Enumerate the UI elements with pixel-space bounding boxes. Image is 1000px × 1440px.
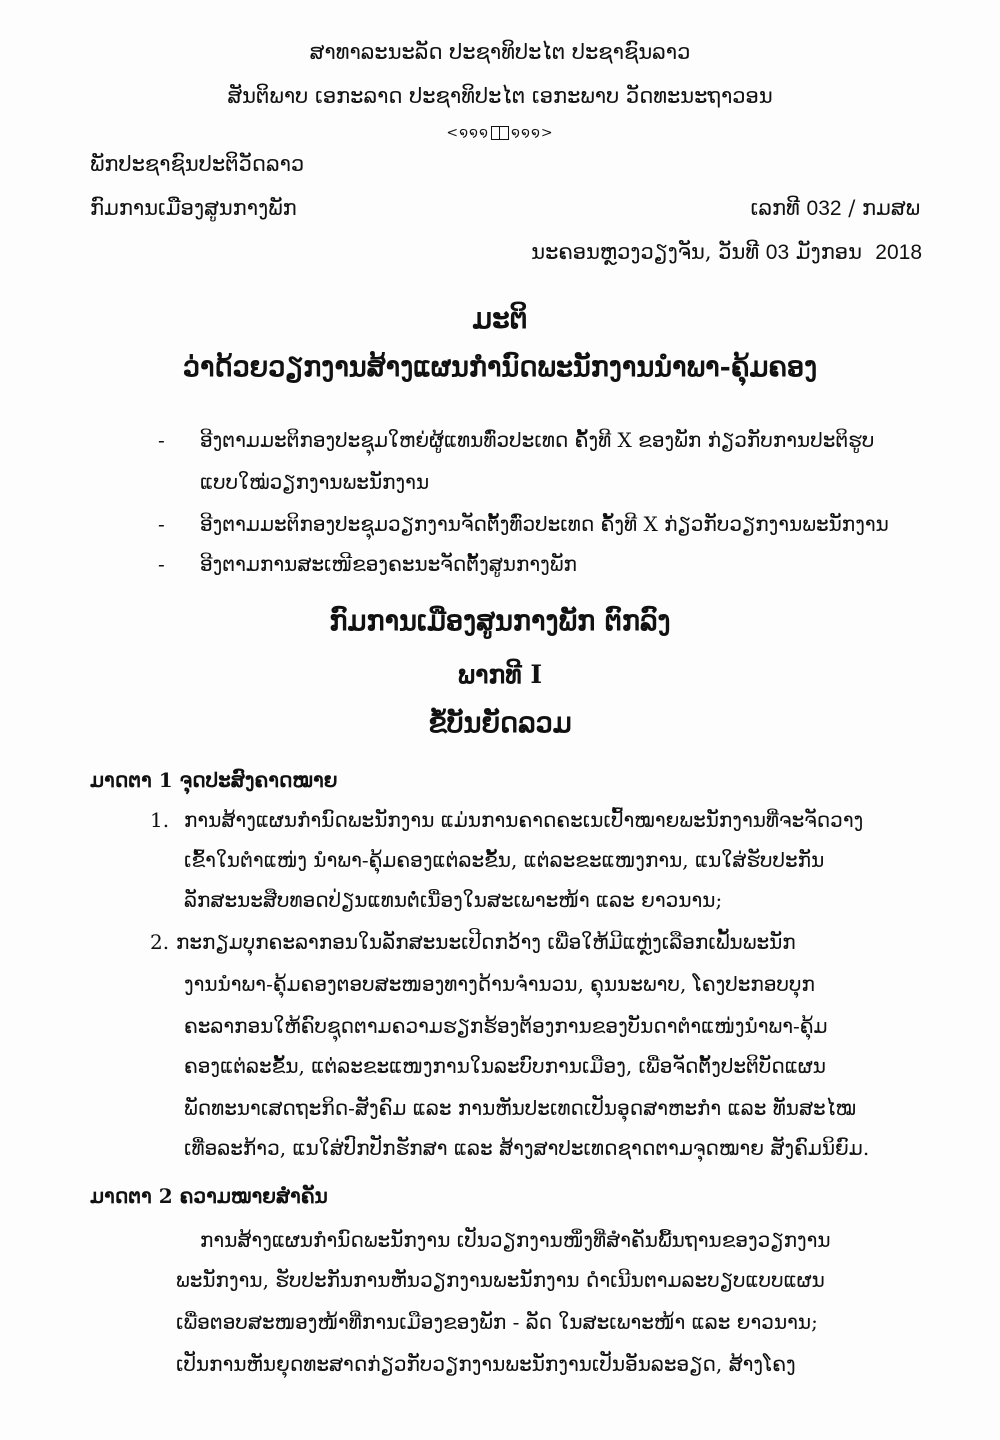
article-line: ເປັນການຫັນຍຸດທະສາດກ່ຽວກັບວຽກງານພະນັກງານເປັນອັນລະອຽດ, ສ້າງໂຄງ xyxy=(176,1352,796,1376)
reference-line: ອີງຕາມມະຕິກອງປະຊຸມວຽກງານຈັດຕັ້ງທົ່ວປະເທດ ຄັ້ງທີ X ກ່ຽວກັບວຽກງານພະນັກງານ xyxy=(200,512,889,536)
reference-bullet: - xyxy=(158,552,165,576)
item-line: ການສ້າງແຜນກຳນົດພະນັກງານ ແມ່ນການຄາດຄະເນເປົ້າໝາຍພະນັກງານທີ່ຈະຈັດວາງ xyxy=(184,808,864,832)
book-icon xyxy=(491,126,509,140)
date-day: 03 xyxy=(765,241,790,264)
decision-heading: ກົມການເມືອງສູນກາງພັກ ຕົກລົງ xyxy=(329,606,671,637)
document-subtitle: ວ່າດ້ວຍວຽກງານສ້າງແຜນກຳນົດພະນັກງານນຳພາ-ຄຸ້ມຄອງ xyxy=(182,352,818,383)
reference-bullet: - xyxy=(158,512,165,536)
emblem-left: <໑໑໑ xyxy=(446,125,489,141)
item-number: 2. xyxy=(150,930,170,954)
document-date xyxy=(531,240,922,265)
date-year: 2018 xyxy=(875,241,922,264)
item-line: ຄອງແຕ່ລະຂັ້ນ, ແຕ່ລະຂະແໜງການໃນລະບົບການເມືອງ, ເພື່ອຈັດຕັ້ງປະຕິບັດແຜນ xyxy=(184,1054,826,1078)
date-month: ມັງກອນ xyxy=(795,240,862,264)
emblem-right: ໑໑໑> xyxy=(511,125,554,141)
article-heading: ມາດຕາ 2 ຄວາມໝາຍສຳຄັນ xyxy=(90,1184,328,1208)
date-place: ນະຄອນຫຼວງວຽງຈັນ, ວັນທີ xyxy=(531,240,760,264)
article-line: ການສ້າງແຜນກຳນົດພະນັກງານ ເປັນວຽກງານໜຶ່ງທີ່ສຳຄັນພື້ນຖານຂອງວຽກງານ xyxy=(200,1228,831,1252)
article-heading: ມາດຕາ 1 ຈຸດປະສົງຄາດໝາຍ xyxy=(90,768,338,792)
reference-bullet: - xyxy=(158,428,165,452)
item-number: 1. xyxy=(150,808,170,832)
part-heading: ພາກທີ I xyxy=(457,660,543,689)
item-line: ເຂົ້າໃນຕຳແໜ່ງ ນຳພາ-ຄຸ້ມຄອງແຕ່ລະຂັ້ນ, ແຕ່ລະຂະແໜງການ, ແນໃສ່ຮັບປະກັນ xyxy=(184,848,825,872)
item-line: ງານນຳພາ-ຄຸ້ມຄອງຕອບສະໜອງທາງດ້ານຈຳນວນ, ຄຸນນະພາບ, ໂຄງປະກອບບຸກ xyxy=(184,972,815,996)
reference-suffix: / ກມສພ xyxy=(848,196,920,220)
issuer-party: ພັກປະຊາຊົນປະຕິວັດລາວ xyxy=(90,152,305,176)
document-title: ມະຕິ xyxy=(472,302,528,335)
reference-line: ແບບໃໝ່ວຽກງານພະນັກງານ xyxy=(200,470,430,494)
reference-value: 032 xyxy=(806,197,842,220)
reference-label: ເລກທີ xyxy=(750,196,800,220)
reference-line: ອີງຕາມມະຕິກອງປະຊຸມໃຫຍ່ຜູ້ແທນທົ່ວປະເທດ ຄັ້ງທີ X ຂອງພັກ ກ່ຽວກັບການປະຕິຮູບ xyxy=(200,428,875,452)
reference-line: ອີງຕາມການສະເໜີຂອງຄະນະຈັດຕັ້ງສູນກາງພັກ xyxy=(200,552,577,576)
republic-heading: ສາທາລະນະລັດ ປະຊາທິປະໄຕ ປະຊາຊົນລາວ xyxy=(309,40,691,64)
article-line: ເພື່ອຕອບສະໜອງໜ້າທີ່ການເມືອງຂອງພັກ - ລັດ ໃນສະເພາະໜ້າ ແລະ ຍາວນານ; xyxy=(176,1310,818,1334)
emblem-ornament xyxy=(0,122,1000,141)
item-line: ລັກສະນະສືບທອດປ່ຽນແທນຕໍ່ເນື່ອງໃນສະເພາະໜ້າ ແລະ ຍາວນານ; xyxy=(184,888,723,912)
issuer-committee: ກົມການເມືອງສູນກາງພັກ xyxy=(90,196,297,220)
item-line: ເທື່ອລະກ້າວ, ແນໃສ່ປົກປັກຮັກສາ ແລະ ສ້າງສາປະເທດຊາດຕາມຈຸດໝາຍ ສັງຄົມນິຍົມ. xyxy=(184,1136,870,1160)
item-line: ພັດທະນາເສດຖະກິດ-ສັງຄົມ ແລະ ການຫັນປະເທດເປັນອຸດສາຫະກຳ ແລະ ທັນສະໄໝ xyxy=(184,1096,857,1120)
section-heading: ຂໍ້ບັນຍັດລວມ xyxy=(428,708,572,739)
item-line: ກະກຽມບຸກຄະລາກອນໃນລັກສະນະເປີດກວ້າງ ເພື່ອໃຫ້ມີແຫຼ່ງເລືອກເຟັ້ນພະນັກ xyxy=(176,930,796,954)
national-motto: ສັນຕິພາບ ເອກະລາດ ປະຊາທິປະໄຕ ເອກະພາບ ວັດທະນະຖາວອນ xyxy=(227,84,773,108)
item-line: ຄະລາກອນໃຫ້ຄົບຊຸດຕາມຄວາມຮຽກຮ້ອງຕ້ອງການຂອງບັນດາຕຳແໜ່ງນຳພາ-ຄຸ້ມ xyxy=(184,1014,828,1038)
reference-number xyxy=(750,196,920,221)
article-line: ພະນັກງານ, ຮັບປະກັນການຫັນວຽກງານພະນັກງານ ດຳເນີນຕາມລະບຽບແບບແຜນ xyxy=(176,1268,825,1292)
